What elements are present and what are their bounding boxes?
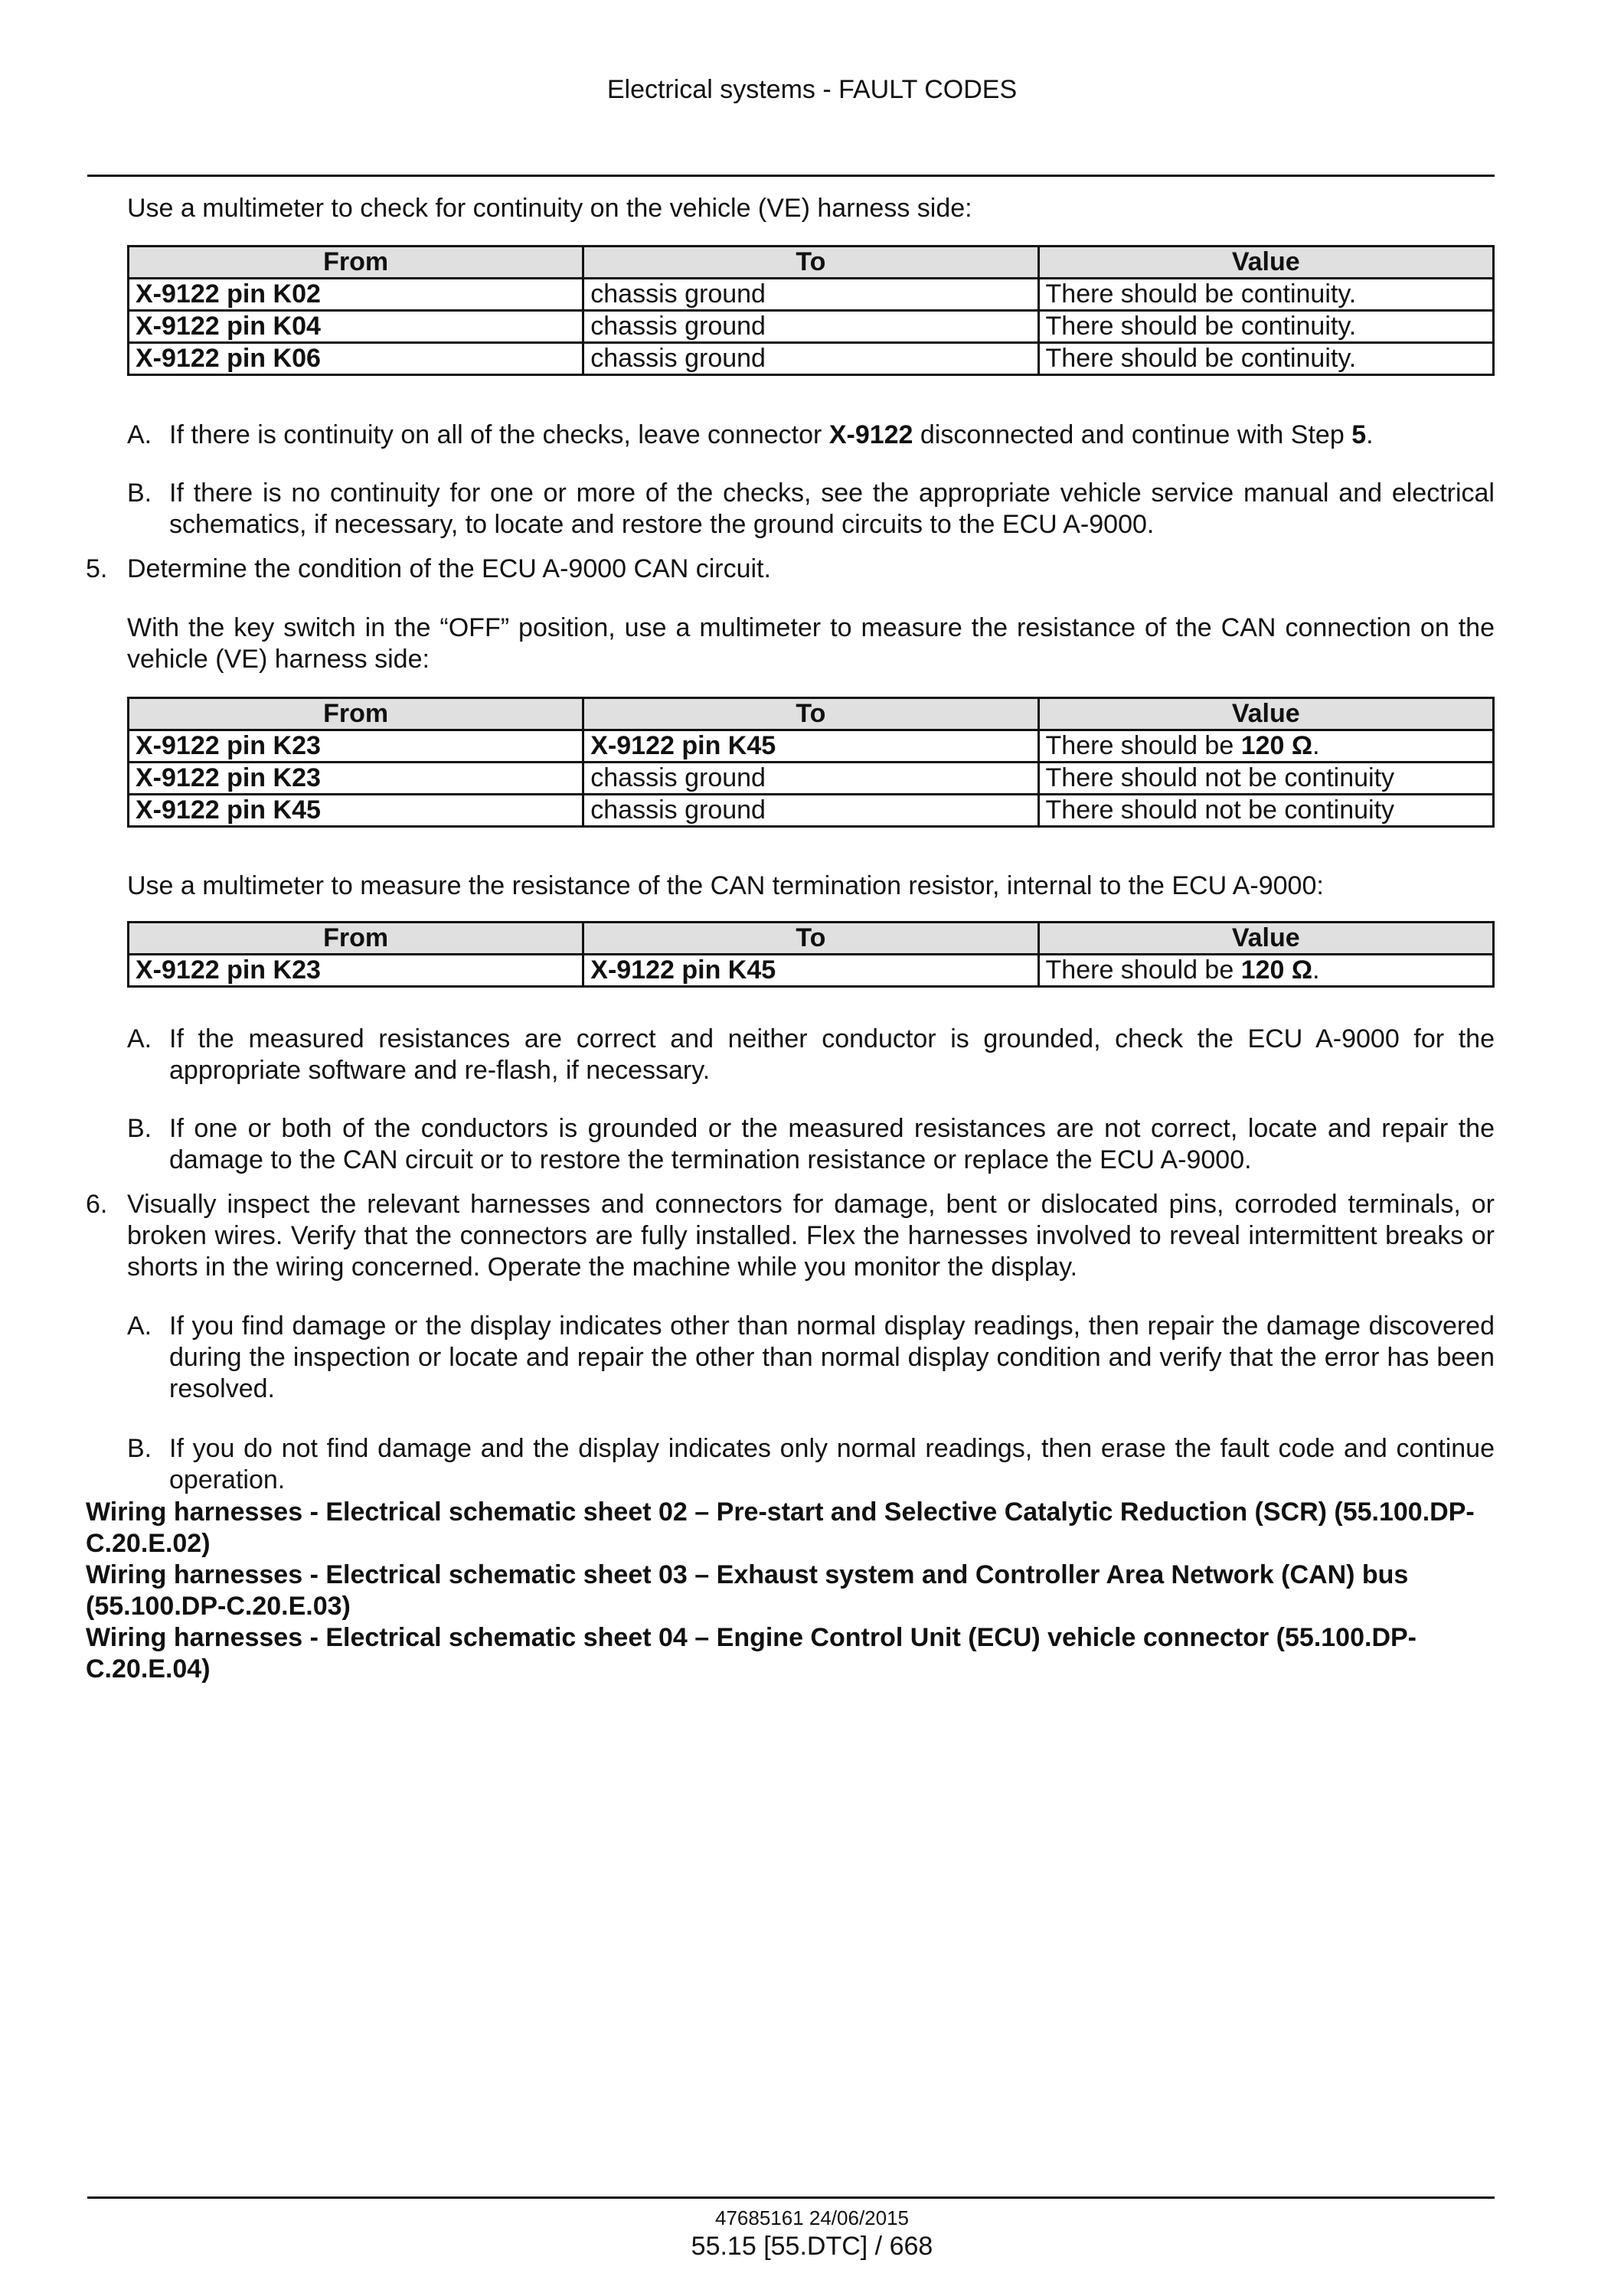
schematic-link-02[interactable]: Wiring harnesses - Electrical schematic sheet 02 – Pre-start and Selective Catalytic Reduction (SCR) (55.100.DP-C.20.E.02)	[86, 1497, 1475, 1558]
cell-to: X-9122 pin K45	[583, 955, 1038, 987]
substep-text: If one or both of the conductors is grounded or the measured resistances are not correct, locate and repair the damage to the CAN circuit or to restore the termination resistance or replace the ECU A-9000.	[169, 1114, 1495, 1174]
value-text: .	[1312, 731, 1320, 760]
substep-text: If you do not find damage and the display indicates only normal readings, then erase the fault code and continue operation.	[169, 1434, 1495, 1494]
cell-to: chassis ground	[583, 795, 1038, 827]
value-text: There should be	[1045, 955, 1241, 985]
cell-to: chassis ground	[583, 279, 1038, 311]
substep-text-part: If there is continuity on all of the checks, leave connector	[169, 420, 829, 449]
table-row	[129, 279, 1494, 311]
cell-to: chassis ground	[583, 311, 1038, 343]
cell-to: chassis ground	[583, 763, 1038, 795]
footer-doc-id: 47685161 24/06/2015	[714, 2206, 910, 2229]
schematic-link-03[interactable]: Wiring harnesses - Electrical schematic sheet 03 – Exhaust system and Controller Area Network (CAN) bus (55.100.DP-C.20.E.03)	[86, 1560, 1409, 1621]
footer-rule	[87, 2196, 1495, 2199]
connector-ref: X-9122	[828, 420, 913, 449]
col-header-to: To	[583, 698, 1038, 730]
step-ref: 5	[1351, 420, 1367, 449]
table-header-row	[129, 923, 1494, 955]
step-label: 6.	[86, 1190, 108, 1219]
table-row	[129, 311, 1494, 343]
substep-label: A.	[127, 420, 152, 449]
substep-text: If the measured resistances are correct and neither conductor is grounded, check the ECU A-9000 for the appropriate software and re-flash, if necessary.	[169, 1024, 1495, 1085]
col-header-value: Value	[1038, 247, 1493, 279]
substep-a-can	[127, 1024, 1495, 1086]
substep-text: If there is no continuity for one or more of the checks, see the appropriate vehicle service manual and electrical schematics, if necessary, to locate and restore the ground circuits to the ECU A-9000.	[169, 478, 1495, 539]
substep-text: If you find damage or the display indicates other than normal display readings, then repair the damage discovered during the inspection or locate and repair the other than normal display condition and verify that the error has been resolved.	[169, 1311, 1495, 1403]
table-row	[129, 730, 1494, 763]
substep-label: B.	[127, 1434, 152, 1463]
table-header-row	[129, 698, 1494, 730]
col-header-value: Value	[1038, 698, 1493, 730]
substep-label: A.	[127, 1024, 152, 1053]
table-header-row	[129, 247, 1494, 279]
continuity-table	[127, 245, 1495, 376]
substep-label: B.	[127, 1114, 152, 1143]
step-text: Determine the condition of the ECU A-9000 CAN circuit.	[127, 554, 771, 583]
cell-from: X-9122 pin K02	[129, 279, 583, 311]
cell-value	[1038, 955, 1493, 987]
step-text: Visually inspect the relevant harnesses and connectors for damage, bent or dislocated pins, corroded terminals, or broken wires. Verify that the connectors are fully installed. Flex the harnesses involved to reveal intermittent breaks or shorts in the wiring concerned. Operate the machine while you monitor the display.	[127, 1190, 1495, 1282]
intro-termination: Use a multimeter to measure the resistance of the CAN termination resistor, internal to the ECU A-9000:	[127, 871, 1324, 900]
cell-from: X-9122 pin K23	[129, 763, 583, 795]
schematic-link-04[interactable]: Wiring harnesses - Electrical schematic sheet 04 – Engine Control Unit (ECU) vehicle connector (55.100.DP-C.20.E.04)	[86, 1623, 1417, 1684]
value-text: .	[1312, 955, 1320, 985]
intro-can-resistance: With the key switch in the “OFF” position, use a multimeter to measure the resistance of the CAN connection on the vehicle (VE) harness side:	[127, 613, 1495, 674]
value-ohms: 120 Ω	[1240, 955, 1313, 985]
step-6	[86, 1189, 1495, 1283]
col-header-from: From	[129, 923, 583, 955]
cell-value: There should not be continuity	[1038, 763, 1493, 795]
cell-value	[1038, 730, 1493, 763]
cell-to: chassis ground	[583, 343, 1038, 375]
cell-from: X-9122 pin K45	[129, 795, 583, 827]
col-header-to: To	[583, 923, 1038, 955]
cell-value: There should be continuity.	[1038, 343, 1493, 375]
col-header-from: From	[129, 247, 583, 279]
cell-from: X-9122 pin K23	[129, 730, 583, 763]
substep-text-part: disconnected and continue with Step	[913, 420, 1352, 449]
can-resistance-table	[127, 697, 1495, 828]
table-row	[129, 343, 1494, 375]
value-ohms: 120 Ω	[1240, 731, 1313, 760]
col-header-value: Value	[1038, 923, 1493, 955]
table-row	[129, 955, 1494, 987]
substep-text	[169, 420, 1495, 451]
cell-value: There should not be continuity	[1038, 795, 1493, 827]
step-5	[86, 554, 1495, 585]
substep-label: B.	[127, 478, 152, 508]
substep-a-inspect	[127, 1311, 1495, 1405]
substep-b-continuity	[127, 478, 1495, 541]
table-row	[129, 795, 1494, 827]
col-header-from: From	[129, 698, 583, 730]
cell-from: X-9122 pin K23	[129, 955, 583, 987]
cell-from: X-9122 pin K04	[129, 311, 583, 343]
table-row	[129, 763, 1494, 795]
substep-b-can	[127, 1113, 1495, 1176]
cell-value: There should be continuity.	[1038, 311, 1493, 343]
substep-text-part: .	[1366, 420, 1374, 449]
intro-continuity: Use a multimeter to check for continuity on the vehicle (VE) harness side:	[127, 194, 972, 223]
cell-value: There should be continuity.	[1038, 279, 1493, 311]
col-header-to: To	[583, 247, 1038, 279]
cell-to: X-9122 pin K45	[583, 730, 1038, 763]
substep-b-inspect	[127, 1433, 1495, 1496]
page-header: Electrical systems - FAULT CODES	[606, 75, 1018, 104]
substep-label: A.	[127, 1311, 152, 1341]
header-rule	[87, 175, 1495, 177]
step-label: 5.	[86, 554, 108, 583]
related-links	[86, 1497, 1495, 1685]
substep-a-continuity	[127, 420, 1495, 451]
termination-table	[127, 921, 1495, 988]
value-text: There should be	[1045, 731, 1241, 760]
cell-from: X-9122 pin K06	[129, 343, 583, 375]
footer-page-number: 55.15 [55.DTC] / 668	[691, 2232, 933, 2261]
